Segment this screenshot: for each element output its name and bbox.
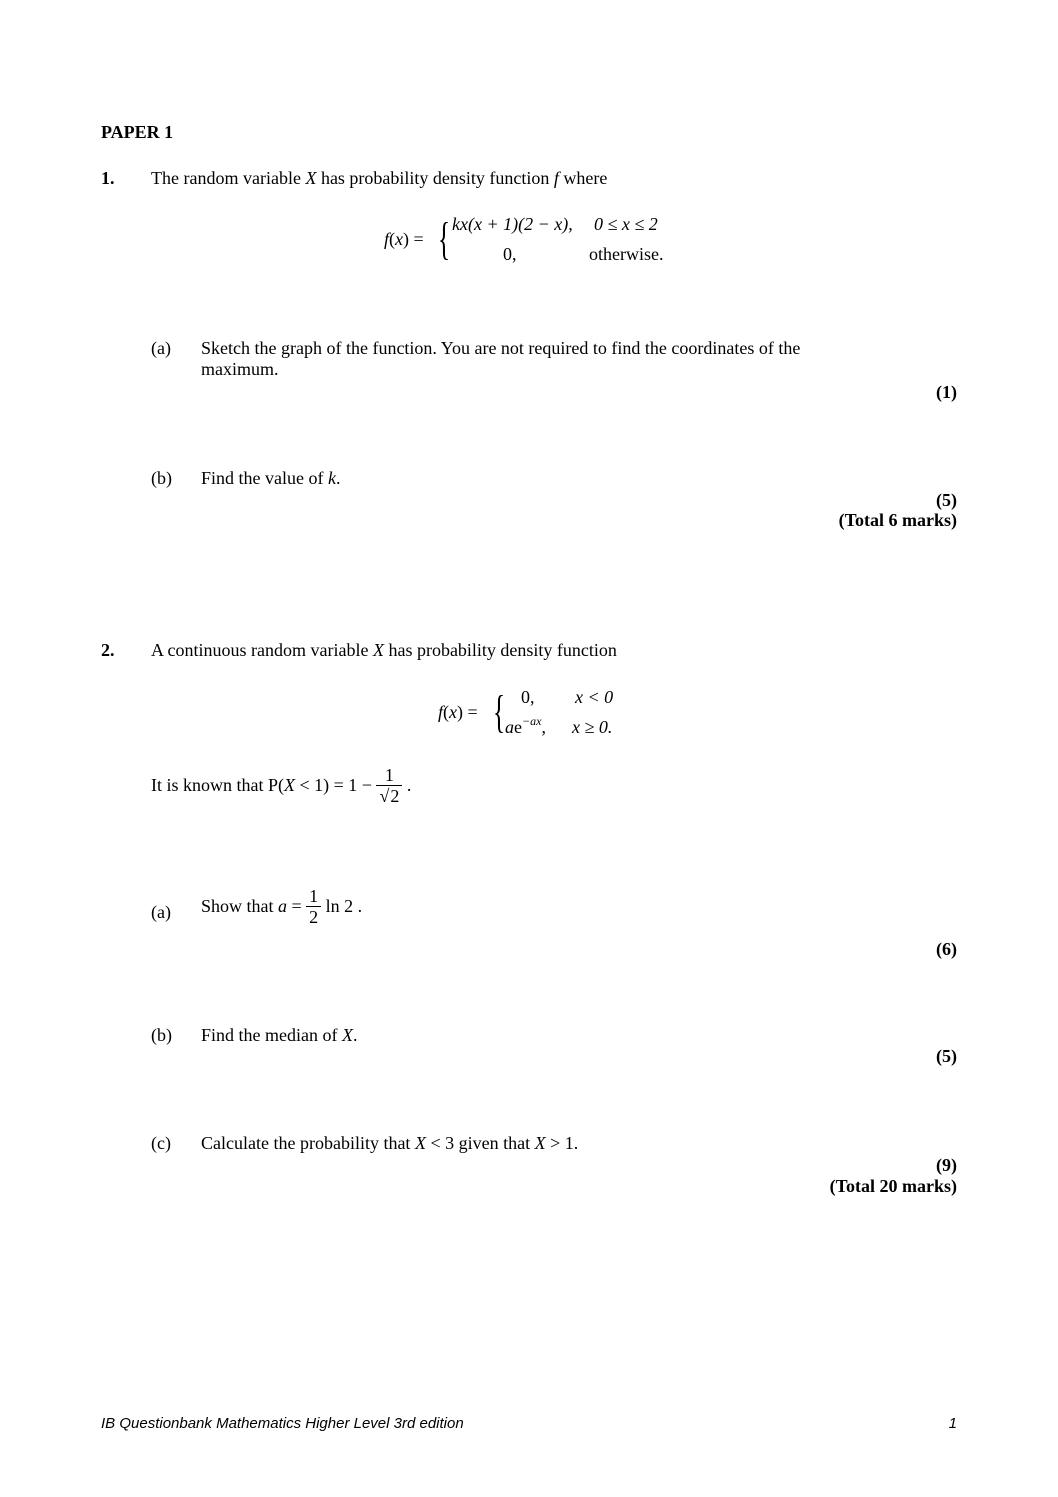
- q1-case1-expr: kx(x + 1)(2 − x),: [452, 214, 573, 234]
- q2-part-a-text: Show that a = $\frac{1}{2}$ ln 2 .: [201, 886, 363, 927]
- q2-known-statement: It is known that P(X < 1) = 1 − $\frac{1}{√2}$ .: [151, 765, 412, 806]
- q2-part-b-label: (b): [151, 1025, 172, 1045]
- q2-total: (Total 20 marks): [829, 1176, 957, 1196]
- q2-part-c-marks: (9): [936, 1155, 957, 1175]
- q1-case2-cond: otherwise.: [589, 244, 664, 264]
- q2-fx-label: f(x) =: [438, 702, 478, 722]
- q1-intro: The random variable X has probability density function f where: [151, 168, 608, 188]
- q2-number: 2.: [101, 640, 115, 660]
- q1-total: (Total 6 marks): [838, 510, 957, 530]
- paper-title: PAPER 1: [101, 122, 174, 142]
- q2-part-b-text: Find the median of X.: [201, 1025, 358, 1045]
- q1-number: 1.: [101, 168, 115, 188]
- q1-brace: {: [438, 213, 451, 264]
- q2-part-c-text: Calculate the probability that X < 3 given that X > 1.: [201, 1133, 579, 1153]
- q1-part-b-text: Find the value of k.: [201, 468, 341, 488]
- q1-part-a-marks: (1): [936, 382, 957, 402]
- footer-source: IB Questionbank Mathematics Higher Level 3rd edition: [101, 1415, 464, 1432]
- q2-part-a-fraction: $\frac{1}{2}$: [306, 886, 321, 927]
- q1-part-a-line1: Sketch the graph of the function. You are not required to find the coordinates of the: [201, 338, 801, 358]
- q1-case2-expr: 0,: [503, 244, 517, 264]
- q2-brace: {: [493, 686, 506, 737]
- q2-part-a-label: (a): [151, 902, 171, 922]
- q1-part-b-marks: (5): [936, 490, 957, 510]
- q1-part-a-line2: maximum.: [201, 359, 279, 379]
- q2-case1-expr: 0,: [521, 687, 535, 707]
- q2-case2-cond: x ≥ 0.: [572, 717, 613, 737]
- q1-fx-label: f(x) =: [384, 229, 424, 249]
- q2-case1-cond: x < 0: [575, 687, 614, 707]
- q2-part-a-marks: (6): [936, 939, 957, 959]
- q1-part-b-label: (b): [151, 468, 172, 488]
- q2-part-c-label: (c): [151, 1133, 171, 1153]
- footer-page-number: 1: [948, 1415, 957, 1432]
- q1-part-a-label: (a): [151, 338, 171, 358]
- q2-part-b-marks: (5): [936, 1046, 957, 1066]
- q2-case2-expr: $ae^{-ax}$,: [505, 714, 546, 737]
- q2-known-fraction: $\frac{1}{√2}$: [376, 765, 402, 806]
- q1-case1-cond: 0 ≤ x ≤ 2: [594, 214, 658, 234]
- q2-intro: A continuous random variable X has probability density function: [151, 640, 617, 660]
